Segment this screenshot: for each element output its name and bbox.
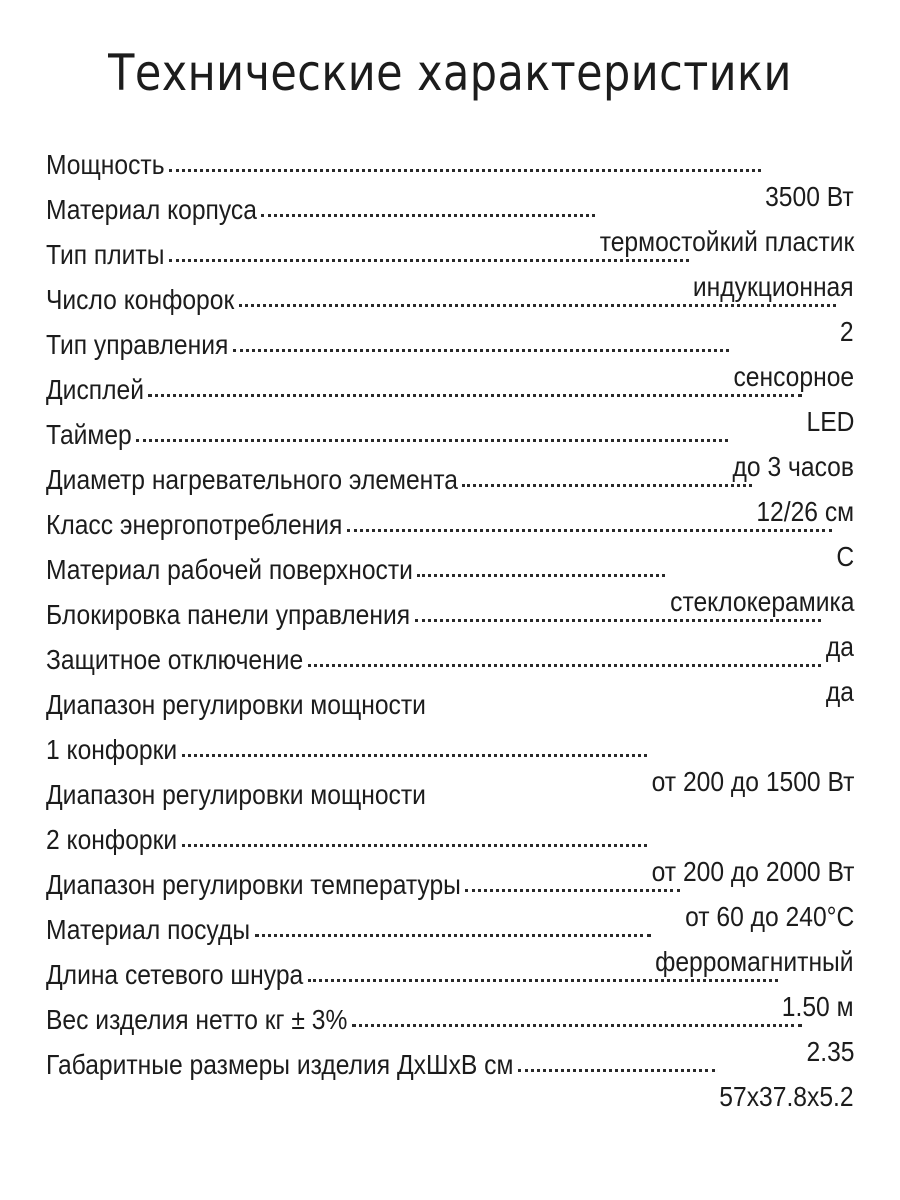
spec-label: Материал рабочей поверхности xyxy=(46,554,413,585)
spec-value: 2.35 xyxy=(806,1036,854,1067)
spec-label: Таймер xyxy=(46,419,132,450)
spec-label: Диаметр нагревательного элемента xyxy=(46,464,458,495)
spec-label: 1 конфорки xyxy=(46,734,178,765)
spec-list xyxy=(46,142,854,1112)
spec-value: да xyxy=(825,631,854,662)
spec-label: Блокировка панели управления xyxy=(46,599,411,630)
spec-value: С xyxy=(836,541,854,572)
spec-label: Материал посуды xyxy=(46,914,251,945)
dot-leader xyxy=(233,349,729,352)
dot-leader xyxy=(169,259,689,262)
spec-value: стеклокерамика xyxy=(669,586,854,617)
dot-leader xyxy=(308,664,821,667)
spec-value: от 60 до 240°С xyxy=(684,901,854,932)
spec-value: индукционная xyxy=(693,271,854,302)
dot-leader xyxy=(261,214,595,217)
spec-label: Длина сетевого шнура xyxy=(46,959,304,990)
spec-value: 3500 Вт xyxy=(765,181,854,212)
spec-value: сенсорное xyxy=(733,361,854,392)
spec-label: Дисплей xyxy=(46,374,144,405)
dot-leader xyxy=(415,619,821,622)
spec-value: да xyxy=(825,676,854,707)
page-title: Технические характеристики xyxy=(108,44,792,102)
dot-leader xyxy=(182,844,647,847)
spec-value: ферромагнитный xyxy=(655,946,854,977)
spec-label: Материал корпуса xyxy=(46,194,257,225)
spec-value: от 200 до 1500 Вт xyxy=(651,766,854,797)
spec-label: Диапазон регулировки температуры xyxy=(46,869,461,900)
dot-leader xyxy=(169,169,761,172)
dot-leader xyxy=(255,934,651,937)
dot-leader xyxy=(518,1069,715,1072)
spec-label: Тип плиты xyxy=(46,239,165,270)
spec-value: LED xyxy=(806,406,854,437)
spec-label: Защитное отключение xyxy=(46,644,304,675)
spec-value: 57x37.8x5.2 xyxy=(719,1081,854,1112)
spec-value: от 200 до 2000 Вт xyxy=(651,856,854,887)
dot-leader xyxy=(148,394,802,397)
dot-leader xyxy=(136,439,728,442)
dot-leader xyxy=(182,754,647,757)
dot-leader xyxy=(352,1024,802,1027)
spec-label: Диапазон регулировки мощности xyxy=(46,689,426,720)
spec-label: 2 конфорки xyxy=(46,824,178,855)
dot-leader xyxy=(308,979,778,982)
spec-label: Класс энергопотребления xyxy=(46,509,343,540)
spec-row-dimensions xyxy=(46,1042,854,1112)
spec-value: 1.50 м xyxy=(782,991,854,1022)
spec-label: Вес изделия нетто кг ± 3% xyxy=(46,1004,348,1035)
dot-leader xyxy=(239,304,836,307)
spec-row-power-range-heading xyxy=(46,682,854,727)
dot-leader xyxy=(462,484,752,487)
spec-value: 2 xyxy=(840,316,854,347)
spec-value: термостойкий пластик xyxy=(599,226,854,257)
spec-label: Габаритные размеры изделия ДхШхВ см xyxy=(46,1049,514,1080)
spec-label: Число конфорок xyxy=(46,284,235,315)
dot-leader xyxy=(347,529,832,532)
spec-value: до 3 часов xyxy=(732,451,854,482)
spec-label: Мощность xyxy=(46,149,165,180)
spec-label: Тип управления xyxy=(46,329,229,360)
dot-leader xyxy=(417,574,665,577)
dot-leader xyxy=(465,889,680,892)
spec-label: Диапазон регулировки мощности xyxy=(46,779,426,810)
spec-value: 12/26 см xyxy=(756,496,854,527)
